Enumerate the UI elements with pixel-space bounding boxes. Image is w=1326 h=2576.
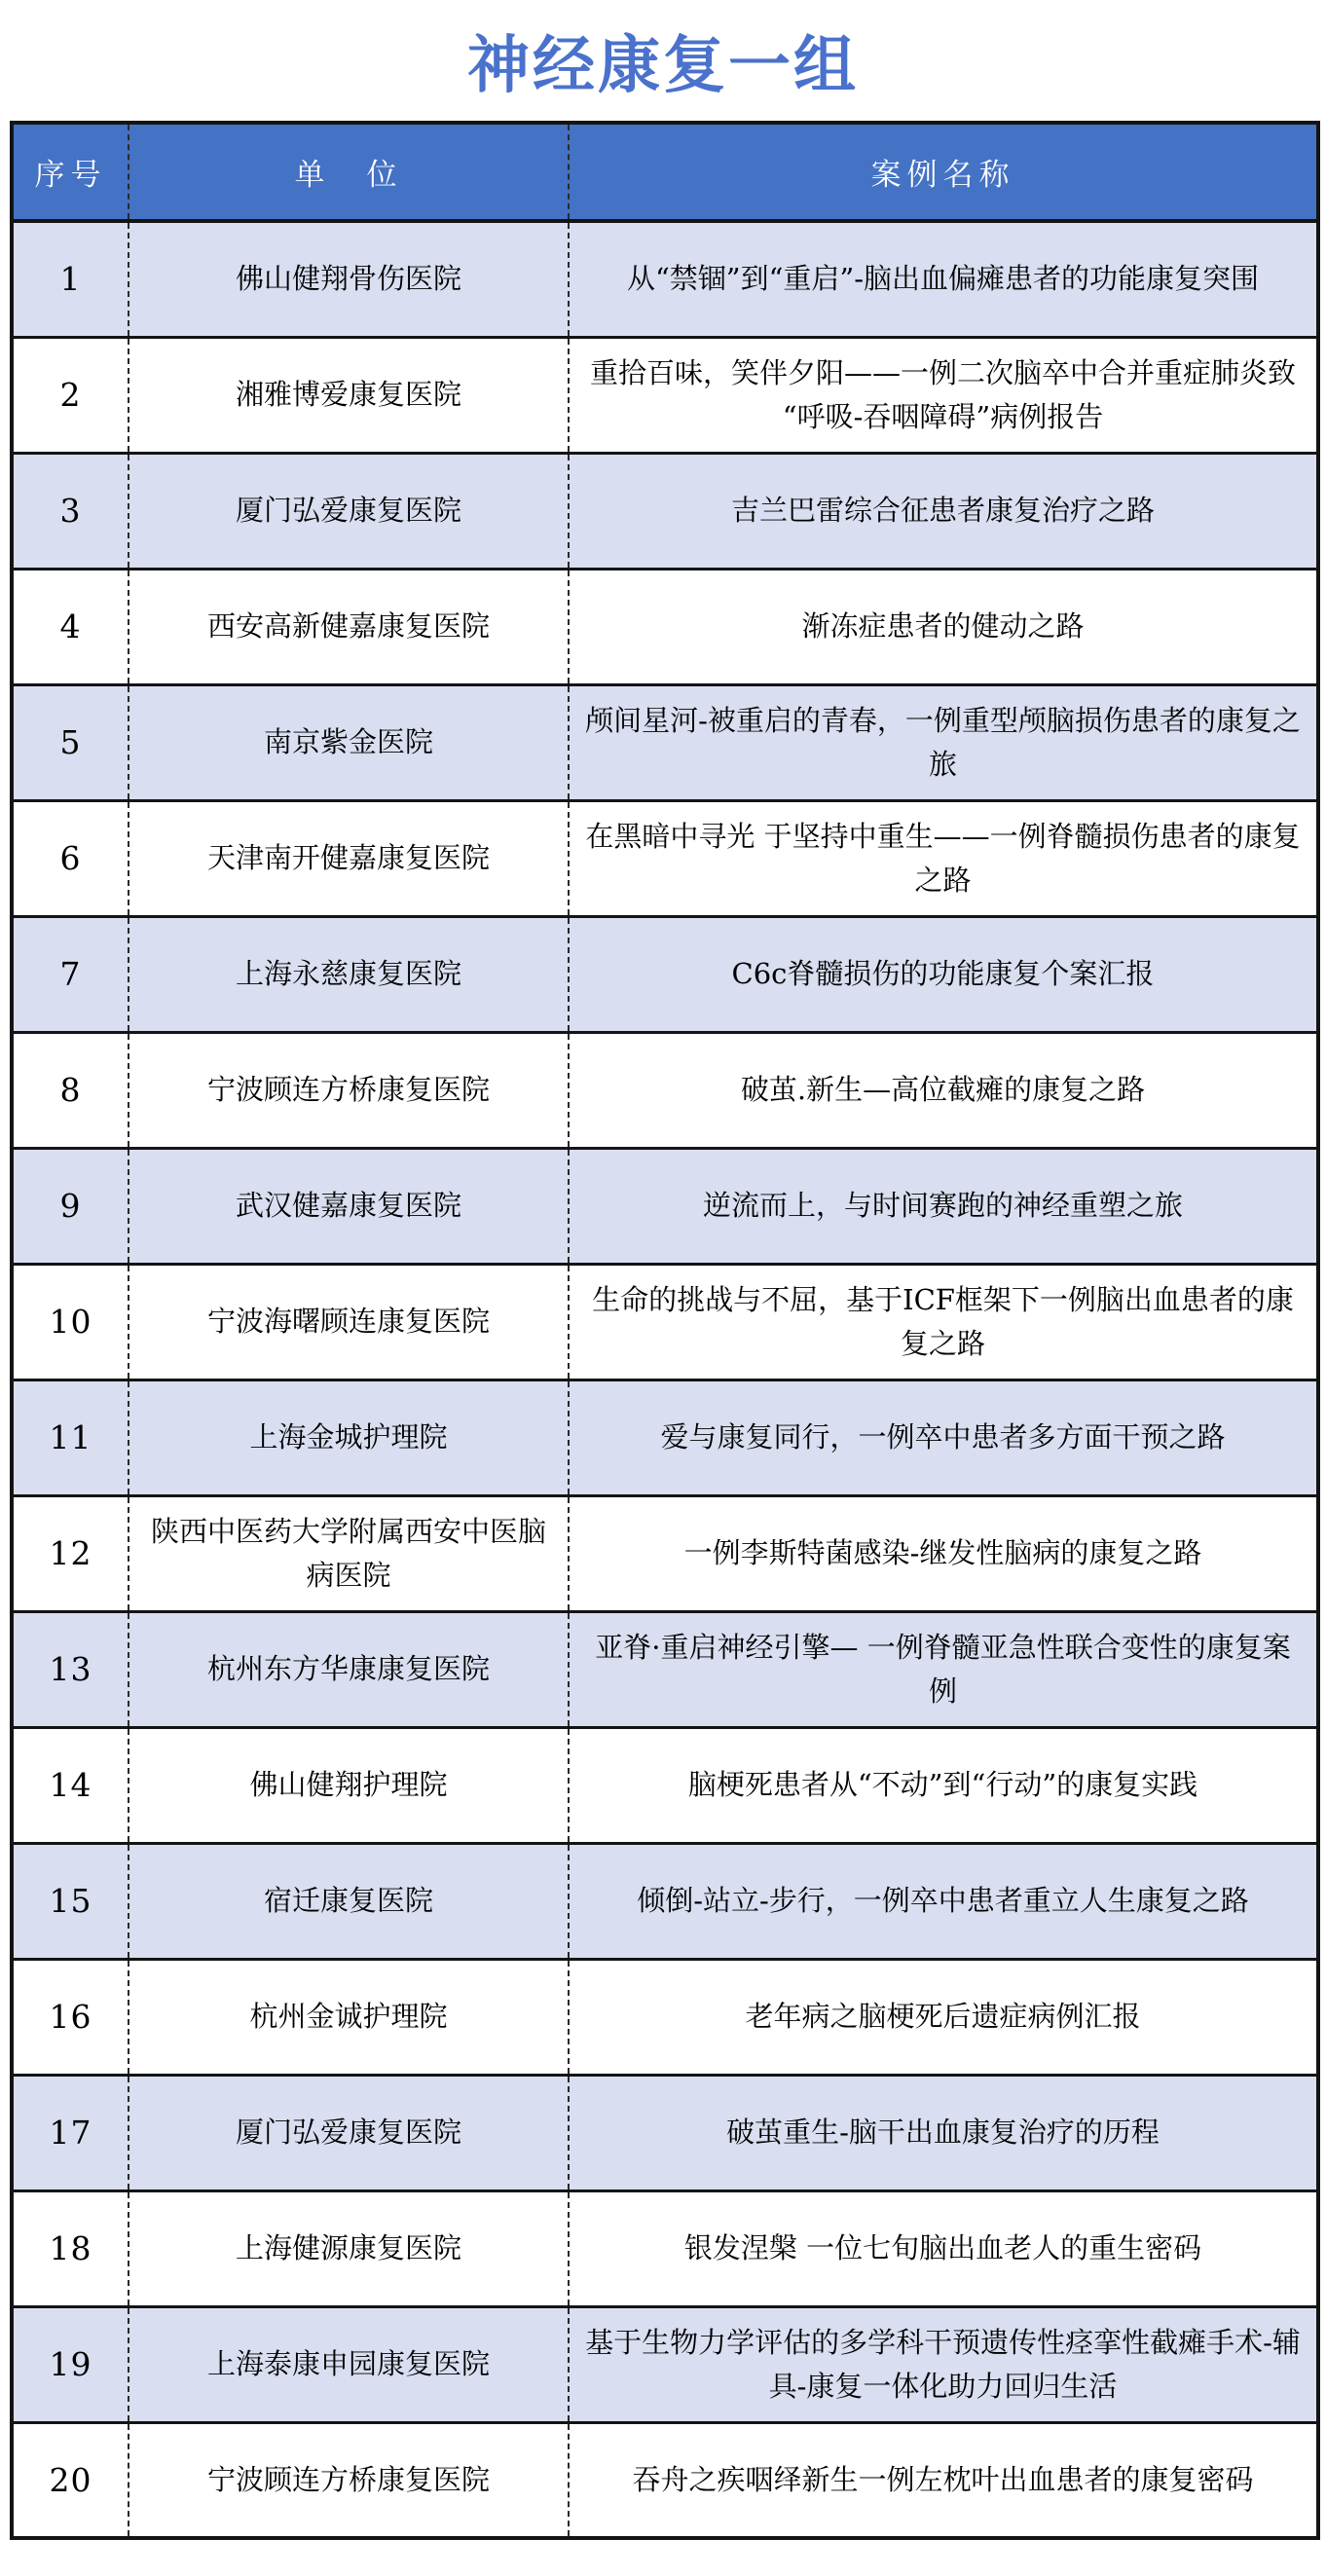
unit-cell: 宿迁康复医院 bbox=[129, 1843, 569, 1959]
case-table-header bbox=[12, 123, 1318, 221]
case-name-cell: 破茧.新生—高位截瘫的康复之路 bbox=[569, 1032, 1318, 1148]
case-name-cell: 爱与康复同行，一例卒中患者多方面干预之路 bbox=[569, 1380, 1318, 1495]
table-row bbox=[12, 800, 1318, 916]
table-row bbox=[12, 1843, 1318, 1959]
case-name-cell: 老年病之脑梗死后遗症病例汇报 bbox=[569, 1959, 1318, 2075]
row-index-cell: 3 bbox=[12, 453, 129, 569]
row-index-cell: 5 bbox=[12, 684, 129, 800]
case-name-cell: 吉兰巴雷综合征患者康复治疗之路 bbox=[569, 453, 1318, 569]
unit-cell: 天津南开健嘉康复医院 bbox=[129, 800, 569, 916]
table-row bbox=[12, 337, 1318, 453]
row-index-cell: 13 bbox=[12, 1611, 129, 1727]
row-index-cell: 2 bbox=[12, 337, 129, 453]
row-index-cell: 11 bbox=[12, 1380, 129, 1495]
header-cell-unit: 单 位 bbox=[129, 123, 569, 221]
row-index-cell: 4 bbox=[12, 569, 129, 684]
unit-cell: 宁波顾连方桥康复医院 bbox=[129, 1032, 569, 1148]
row-index-cell: 16 bbox=[12, 1959, 129, 2075]
unit-cell: 陕西中医药大学附属西安中医脑病医院 bbox=[129, 1495, 569, 1611]
row-index-cell: 9 bbox=[12, 1148, 129, 1264]
case-name-cell: 从“禁锢”到“重启”-脑出血偏瘫患者的功能康复突围 bbox=[569, 221, 1318, 337]
unit-cell: 湘雅博爱康复医院 bbox=[129, 337, 569, 453]
table-row bbox=[12, 569, 1318, 684]
table-row bbox=[12, 1264, 1318, 1380]
unit-cell: 杭州金诚护理院 bbox=[129, 1959, 569, 2075]
case-name-cell: 渐冻症患者的健动之路 bbox=[569, 569, 1318, 684]
unit-cell: 南京紫金医院 bbox=[129, 684, 569, 800]
unit-cell: 上海泰康申园康复医院 bbox=[129, 2306, 569, 2422]
unit-cell: 宁波海曙顾连康复医院 bbox=[129, 1264, 569, 1380]
case-name-cell: 基于生物力学评估的多学科干预遗传性痉挛性截瘫手术-辅具-康复一体化助力回归生活 bbox=[569, 2306, 1318, 2422]
table-row bbox=[12, 221, 1318, 337]
unit-cell: 厦门弘爱康复医院 bbox=[129, 2075, 569, 2190]
case-name-cell: 在黑暗中寻光 于坚持中重生——一例脊髓损伤患者的康复之路 bbox=[569, 800, 1318, 916]
row-index-cell: 8 bbox=[12, 1032, 129, 1148]
unit-cell: 杭州东方华康康复医院 bbox=[129, 1611, 569, 1727]
table-row bbox=[12, 2422, 1318, 2538]
row-index-cell: 6 bbox=[12, 800, 129, 916]
case-name-cell: 颅间星河-被重启的青春，一例重型颅脑损伤患者的康复之旅 bbox=[569, 684, 1318, 800]
header-row bbox=[12, 123, 1318, 221]
row-index-cell: 10 bbox=[12, 1264, 129, 1380]
row-index-cell: 20 bbox=[12, 2422, 129, 2538]
table-row bbox=[12, 1959, 1318, 2075]
row-index-cell: 7 bbox=[12, 916, 129, 1032]
case-table bbox=[10, 121, 1320, 2540]
table-row bbox=[12, 1495, 1318, 1611]
case-name-cell: 生命的挑战与不屈，基于ICF框架下一例脑出血患者的康复之路 bbox=[569, 1264, 1318, 1380]
case-name-cell: 破茧重生-脑干出血康复治疗的历程 bbox=[569, 2075, 1318, 2190]
row-index-cell: 15 bbox=[12, 1843, 129, 1959]
case-name-cell: 银发涅槃 一位七旬脑出血老人的重生密码 bbox=[569, 2190, 1318, 2306]
unit-cell: 西安高新健嘉康复医院 bbox=[129, 569, 569, 684]
table-row bbox=[12, 2306, 1318, 2422]
case-name-cell: 脑梗死患者从“不动”到“行动”的康复实践 bbox=[569, 1727, 1318, 1843]
unit-cell: 上海健源康复医院 bbox=[129, 2190, 569, 2306]
unit-cell: 佛山健翔护理院 bbox=[129, 1727, 569, 1843]
table-row bbox=[12, 1611, 1318, 1727]
unit-cell: 上海金城护理院 bbox=[129, 1380, 569, 1495]
page-title: 神经康复一组 bbox=[467, 29, 859, 102]
unit-cell: 武汉健嘉康复医院 bbox=[129, 1148, 569, 1264]
row-index-cell: 14 bbox=[12, 1727, 129, 1843]
case-name-cell: 一例李斯特菌感染-继发性脑病的康复之路 bbox=[569, 1495, 1318, 1611]
case-name-cell: 倾倒-站立-步行，一例卒中患者重立人生康复之路 bbox=[569, 1843, 1318, 1959]
table-row bbox=[12, 684, 1318, 800]
unit-cell: 宁波顾连方桥康复医院 bbox=[129, 2422, 569, 2538]
row-index-cell: 1 bbox=[12, 221, 129, 337]
table-row bbox=[12, 1032, 1318, 1148]
unit-cell: 厦门弘爱康复医院 bbox=[129, 453, 569, 569]
table-row bbox=[12, 1380, 1318, 1495]
row-index-cell: 18 bbox=[12, 2190, 129, 2306]
case-name-cell: 重拾百味，笑伴夕阳——一例二次脑卒中合并重症肺炎致“呼吸-吞咽障碍”病例报告 bbox=[569, 337, 1318, 453]
table-row bbox=[12, 2190, 1318, 2306]
header-cell-case-name: 案例名称 bbox=[569, 123, 1318, 221]
table-row bbox=[12, 1727, 1318, 1843]
table-row bbox=[12, 2075, 1318, 2190]
row-index-cell: 12 bbox=[12, 1495, 129, 1611]
row-index-cell: 17 bbox=[12, 2075, 129, 2190]
case-name-cell: C6c脊髓损伤的功能康复个案汇报 bbox=[569, 916, 1318, 1032]
table-row bbox=[12, 1148, 1318, 1264]
case-name-cell: 逆流而上，与时间赛跑的神经重塑之旅 bbox=[569, 1148, 1318, 1264]
table-row bbox=[12, 453, 1318, 569]
unit-cell: 上海永慈康复医院 bbox=[129, 916, 569, 1032]
row-index-cell: 19 bbox=[12, 2306, 129, 2422]
case-name-cell: 亚脊·重启神经引擎— 一例脊髓亚急性联合变性的康复案例 bbox=[569, 1611, 1318, 1727]
table-row bbox=[12, 916, 1318, 1032]
header-cell-index: 序号 bbox=[12, 123, 129, 221]
unit-cell: 佛山健翔骨伤医院 bbox=[129, 221, 569, 337]
case-table-body bbox=[12, 221, 1318, 2538]
case-name-cell: 吞舟之疾咽绎新生一例左枕叶出血患者的康复密码 bbox=[569, 2422, 1318, 2538]
